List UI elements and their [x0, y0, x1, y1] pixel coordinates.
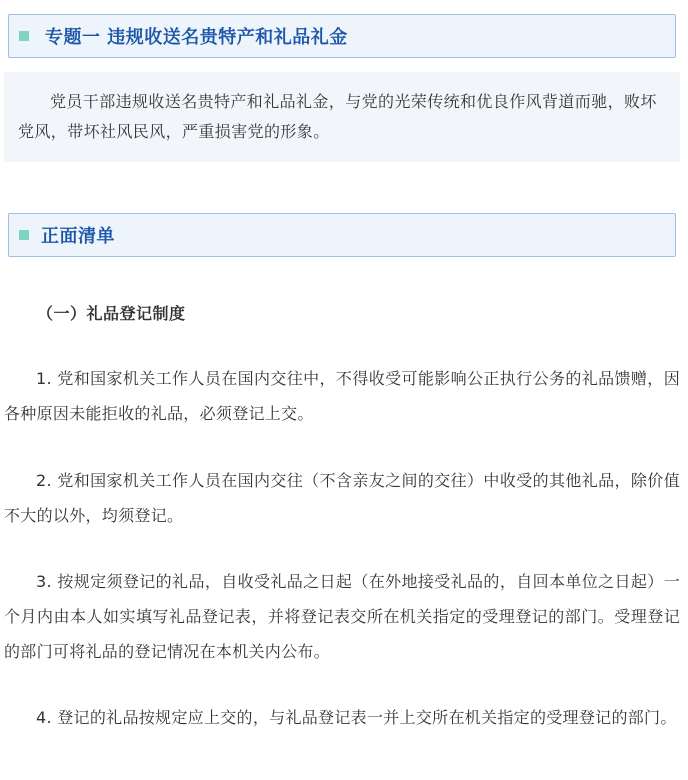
section-title: 正面清单	[41, 226, 115, 247]
intro-box	[4, 72, 680, 162]
paragraph-2: 2. 党和国家机关工作人员在国内交往（不含亲友之间的交往）中收受的其他礼品，除价值不大的以外，均须登记。	[4, 471, 680, 525]
paragraph-1: 1. 党和国家机关工作人员在国内交往中，不得收受可能影响公正执行公务的礼品馈赠，因各种原因未能拒收的礼品，必须登记上交。	[4, 369, 680, 423]
paragraph-3: 3. 按规定须登记的礼品，自收受礼品之日起（在外地接受礼品的，自回本单位之日起）一个月内由本人如实填写礼品登记表，并将登记表交所在机关指定的受理登记的部门。受理登记的部门可将礼品的登记情况在本机关内公布。	[4, 572, 680, 661]
square-bullet-icon	[19, 31, 29, 41]
topic-title: 专题一 违规收送名贵特产和礼品礼金	[45, 27, 348, 48]
paragraph-4: 4. 登记的礼品按规定应上交的，与礼品登记表一并上交所在机关指定的受理登记的部门。	[36, 708, 677, 727]
topic-header	[8, 14, 676, 58]
square-bullet-icon	[19, 230, 29, 240]
section-header	[8, 213, 676, 257]
intro-text: 党员干部违规收送名贵特产和礼品礼金，与党的光荣传统和优良作风背道而驰，败坏党风，带坏社风民风，严重损害党的形象。	[18, 92, 657, 141]
subheading: （一）礼品登记制度	[37, 304, 186, 323]
